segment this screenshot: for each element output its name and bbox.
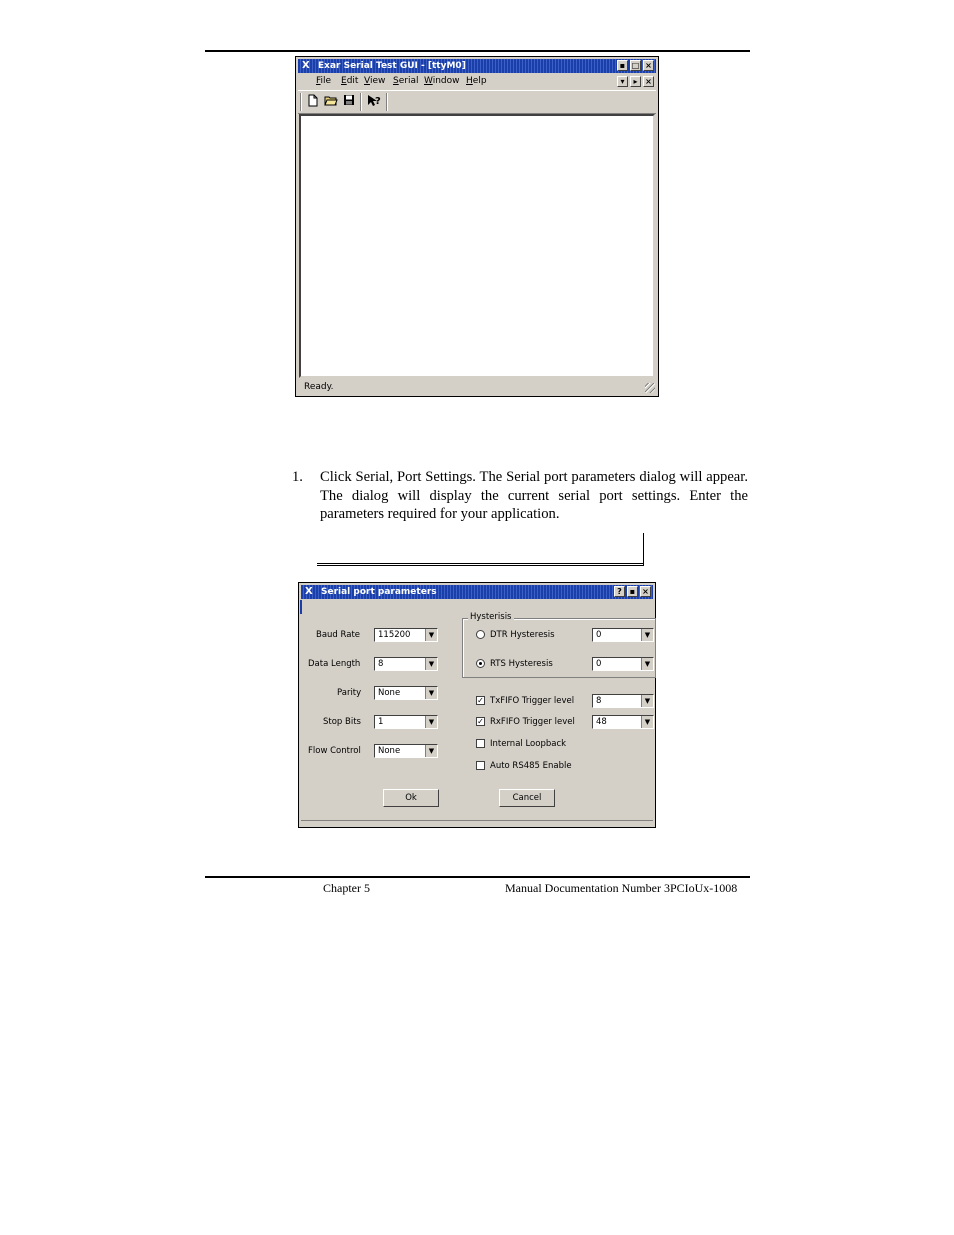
ok-button[interactable]: Ok xyxy=(383,789,439,807)
header-rule xyxy=(205,50,750,52)
footer-rule xyxy=(205,876,750,878)
svg-text:?: ? xyxy=(375,96,381,107)
caption-box-right xyxy=(643,533,644,565)
step-number: 1. xyxy=(292,469,303,485)
data-length-label: Data Length xyxy=(308,659,361,669)
toolbar-separator-2 xyxy=(386,93,388,111)
dialog-left-edge xyxy=(300,600,302,614)
dialog-titlebar[interactable] xyxy=(301,585,653,599)
chevron-down-icon: ▼ xyxy=(641,658,653,670)
internal-loopback-label: Internal Loopback xyxy=(490,739,567,749)
flow-control-label: Flow Control xyxy=(308,746,361,756)
resize-grip-icon[interactable] xyxy=(645,383,655,393)
menu-help[interactable]: Help xyxy=(466,76,487,86)
status-bar xyxy=(298,380,656,394)
dtr-hysteresis-select[interactable] xyxy=(592,628,654,642)
auto-rs485-label: Auto RS485 Enable xyxy=(490,761,572,771)
dialog-title: Serial port parameters xyxy=(321,587,437,597)
rxfifo-label: RxFIFO Trigger level xyxy=(490,717,575,727)
parity-value: None xyxy=(378,688,401,698)
mdi-restore-button[interactable]: ▸ xyxy=(630,76,641,87)
stop-bits-select[interactable] xyxy=(374,715,438,729)
close-button[interactable]: × xyxy=(643,60,654,71)
chevron-down-icon: ▼ xyxy=(641,695,653,707)
rts-hysteresis-label: RTS Hysteresis xyxy=(490,659,553,669)
flow-control-value: None xyxy=(378,746,401,756)
minimize-button[interactable]: ▪ xyxy=(627,586,638,597)
chevron-down-icon: ▼ xyxy=(641,629,653,641)
rxfifo-value: 48 xyxy=(596,717,607,727)
chevron-down-icon: ▼ xyxy=(641,716,653,728)
close-button[interactable]: × xyxy=(640,586,651,597)
caption-box-bottom-2 xyxy=(317,565,644,566)
new-file-icon[interactable] xyxy=(306,94,320,108)
chevron-down-icon: ▼ xyxy=(425,629,437,641)
chevron-down-icon: ▼ xyxy=(425,687,437,699)
toolbar xyxy=(298,90,656,114)
data-length-value: 8 xyxy=(378,659,384,669)
mdi-close-button[interactable]: × xyxy=(643,76,654,87)
menu-view[interactable]: View xyxy=(364,76,386,86)
rxfifo-select[interactable] xyxy=(592,715,654,729)
maximize-button[interactable]: □ xyxy=(631,61,640,70)
chevron-down-icon: ▼ xyxy=(425,658,437,670)
baud-rate-value: 115200 xyxy=(378,630,411,640)
parity-select[interactable] xyxy=(374,686,438,700)
cancel-button[interactable]: Cancel xyxy=(499,789,555,807)
context-help-icon[interactable] xyxy=(366,94,380,108)
dtr-hysteresis-radio[interactable] xyxy=(476,630,485,639)
main-window-titlebar[interactable] xyxy=(298,59,656,73)
help-button[interactable]: ? xyxy=(614,586,625,597)
document-area[interactable] xyxy=(299,114,655,378)
chevron-down-icon: ▼ xyxy=(425,745,437,757)
dtr-hysteresis-value: 0 xyxy=(596,630,602,640)
footer-chapter: Chapter 5 xyxy=(323,881,370,895)
x-logo-icon: X xyxy=(305,586,313,597)
parity-label: Parity xyxy=(337,688,362,698)
baud-rate-select[interactable] xyxy=(374,628,438,642)
dtr-hysteresis-label: DTR Hysteresis xyxy=(490,630,555,640)
stop-bits-value: 1 xyxy=(378,717,384,727)
baud-rate-label: Baud Rate xyxy=(316,630,361,640)
step-text: Click Serial, Port Settings. The Serial port parameters dialog will appear. The dialog will display the current serial port settings. Enter the parameters required for your application. xyxy=(320,469,748,522)
flow-control-select[interactable] xyxy=(374,744,438,758)
menu-file[interactable]: File xyxy=(316,76,332,86)
main-window xyxy=(295,56,659,397)
save-icon[interactable] xyxy=(342,94,356,108)
txfifo-label: TxFIFO Trigger level xyxy=(490,696,575,706)
menu-window[interactable]: Window xyxy=(424,76,460,86)
txfifo-select[interactable] xyxy=(592,694,654,708)
stop-bits-label: Stop Bits xyxy=(323,717,361,727)
x-logo-icon: X xyxy=(302,60,310,71)
dialog-bottom-bar xyxy=(301,820,653,825)
chevron-down-icon: ▼ xyxy=(425,716,437,728)
status-text: Ready. xyxy=(304,382,334,392)
auto-rs485-checkbox[interactable] xyxy=(476,761,485,770)
open-folder-icon[interactable] xyxy=(324,94,338,108)
txfifo-checkbox[interactable]: ✓ xyxy=(477,696,484,705)
hysteresis-group-label: Hysterisis xyxy=(470,612,512,622)
rts-hysteresis-radio[interactable] xyxy=(476,659,485,668)
footer-doc-number: Manual Documentation Number 3PCIoUx-1008 xyxy=(505,881,738,895)
serial-port-dialog xyxy=(298,582,656,828)
toolbar-grip xyxy=(300,93,302,111)
txfifo-value: 8 xyxy=(596,696,602,706)
toolbar-separator xyxy=(360,93,362,111)
main-window-title: Exar Serial Test GUI - [ttyM0] xyxy=(318,61,466,71)
rxfifo-checkbox[interactable]: ✓ xyxy=(477,717,484,726)
menu-bar xyxy=(298,74,656,89)
rts-hysteresis-select[interactable] xyxy=(592,657,654,671)
minimize-button[interactable]: ▪ xyxy=(617,60,628,71)
data-length-select[interactable] xyxy=(374,657,438,671)
menu-edit[interactable]: Edit xyxy=(341,76,359,86)
menu-serial[interactable]: Serial xyxy=(393,76,419,86)
caption-box-bottom xyxy=(317,563,644,564)
internal-loopback-checkbox[interactable] xyxy=(476,739,485,748)
rts-hysteresis-value: 0 xyxy=(596,659,602,669)
mdi-minimize-button[interactable]: ▾ xyxy=(617,76,628,87)
